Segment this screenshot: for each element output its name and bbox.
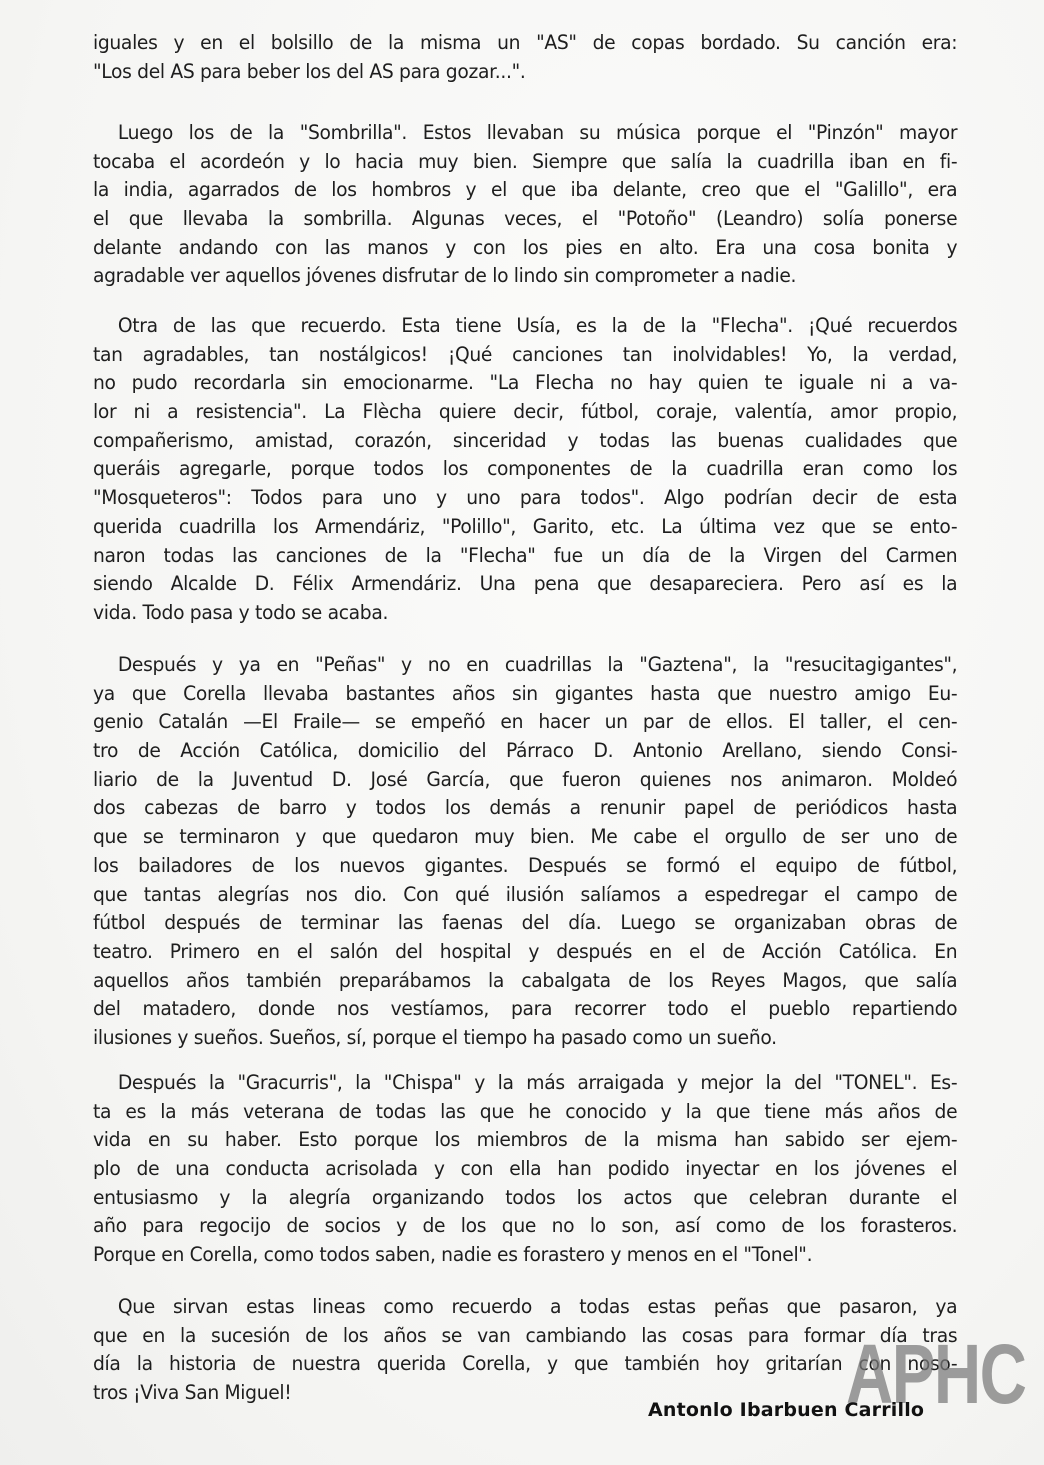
text-line: fútbol después de terminar las faenas del día. Luego se organizaban obras de bbox=[93, 911, 958, 935]
text-line: plo de una conducta acrisolada y con ella han podido inyectar en los jóvenes el bbox=[93, 1157, 958, 1181]
text-line: Después y ya en "Peñas" y no en cuadrillas la "Gaztena", la "resucitagigantes", bbox=[117, 653, 958, 676]
text-line: Otra de las que recuerdo. Esta tiene Usía, es la de la "Flecha". ¡Qué recuerdos bbox=[117, 314, 958, 337]
text-line: dos cabezas de barro y todos los demás a renunir papel de periódicos hasta bbox=[93, 796, 958, 820]
text-line: Luego los de la "Sombrilla". Estos llevaban su música porque el "Pinzón" mayor bbox=[117, 121, 958, 144]
text-line: delante andando con las manos y con los pies en alto. Era una cosa bonita y bbox=[93, 235, 958, 259]
text-line: vida. Todo pasa y todo se acaba. bbox=[93, 600, 389, 624]
paragraph-1 bbox=[93, 29, 957, 86]
text-line: año para regocijo de socios y de los que no lo son, así como de los forasteros. bbox=[93, 1214, 958, 1238]
text-line: siendo Alcalde D. Félix Armendáriz. Una pena que desapareciera. Pero así es la bbox=[93, 572, 958, 596]
text-line: el que llevaba la sombrilla. Algunas veces, el "Potoño" (Leandro) solía ponerse bbox=[93, 207, 958, 231]
paragraph-3 bbox=[93, 312, 957, 628]
paragraph-5 bbox=[93, 1069, 957, 1270]
text-line: Después la "Gracurris", la "Chispa" y la más arraigada y mejor la del "TONEL". Es- bbox=[117, 1071, 958, 1094]
text-line: tocaba el acordeón y lo hacia muy bien. Siempre que salía la cuadrilla iban en fi- bbox=[93, 149, 958, 173]
aphc-watermark: APHC bbox=[846, 1327, 1026, 1421]
author-signature: Antonlo Ibarbuen Carrillo bbox=[648, 1399, 925, 1421]
text-line: tan agradables, tan nostálgicos! ¡Qué canciones tan inolvidables! Yo, la verdad, bbox=[93, 342, 958, 366]
text-line: liario de la Juventud D. José García, que fueron quienes nos animaron. Moldeó bbox=[93, 767, 958, 791]
text-line: naron todas las canciones de la "Flecha" fue un día de la Virgen del Carmen bbox=[93, 543, 958, 567]
text-line: "Mosqueteros": Todos para uno y uno para todos". Algo podrían decir de esta bbox=[93, 486, 958, 510]
text-line: tro de Acción Católica, domicilio del Párraco D. Antonio Arellano, siendo Consi- bbox=[93, 739, 958, 763]
text-line: agradable ver aquellos jóvenes disfrutar de lo lindo sin comprometer a nadie. bbox=[93, 264, 797, 288]
text-line: los bailadores de los nuevos gigantes. Después se formó el equipo de fútbol, bbox=[93, 853, 958, 877]
text-line: "Los del AS para beber los del AS para gozar...". bbox=[93, 59, 526, 83]
text-line: Porque en Corella, como todos saben, nadie es forastero y menos en el "Tonel". bbox=[93, 1243, 813, 1267]
text-line: teatro. Primero en el salón del hospital y después en el de Acción Católica. En bbox=[93, 939, 958, 963]
text-line: lor ni a resistencia". La Flècha quiere decir, fútbol, coraje, valentía, amor propio, bbox=[93, 400, 958, 424]
text-line: que se terminaron y que quedaron muy bien. Me cabe el orgullo de ser uno de bbox=[93, 825, 958, 849]
text-line: tros ¡Viva San Miguel! bbox=[93, 1381, 292, 1405]
text-line: querida cuadrilla los Armendáriz, "Polillo", Garito, etc. La última vez que se ento- bbox=[93, 514, 958, 538]
text-line: entusiasmo y la alegría organizando todos los actos que celebran durante el bbox=[93, 1185, 958, 1209]
text-line: vida en su haber. Esto porque los miembros de la misma han sabido ser ejem- bbox=[93, 1128, 958, 1152]
text-line: no pudo recordarla sin emocionarme. "La Flecha no hay quien te iguale ni a va- bbox=[93, 371, 958, 395]
text-line: la india, agarrados de los hombros y el que iba delante, creo que el "Galillo", era bbox=[93, 178, 958, 202]
text-line: genio Catalán —El Fraile— se empeñó en hacer un par de ellos. El taller, el cen- bbox=[93, 710, 958, 734]
paragraph-4 bbox=[93, 651, 957, 1053]
text-line: Que sirvan estas lineas como recuerdo a todas estas peñas que pasaron, ya bbox=[117, 1295, 958, 1318]
text-line: del matadero, donde nos vestíamos, para recorrer todo el pueblo repartiendo bbox=[93, 997, 958, 1021]
text-line: compañerismo, amistad, corazón, sinceridad y todas las buenas cualidades que bbox=[93, 428, 958, 452]
text-line: que tantas alegrías nos dio. Con qué ilusión salíamos a espedregar el campo de bbox=[93, 882, 958, 906]
text-line: día la historia de nuestra querida Corella, y que también hoy gritarían con noso- bbox=[93, 1352, 958, 1376]
text-line: iguales y en el bolsillo de la misma un "AS" de copas bordado. Su canción era: bbox=[93, 31, 958, 54]
paragraph-2 bbox=[93, 119, 957, 291]
text-line: aquellos años también preparábamos la cabalgata de los Reyes Magos, que salía bbox=[93, 968, 958, 992]
text-line: que en la sucesión de los años se van cambiando las cosas para formar día tras bbox=[93, 1323, 958, 1347]
text-line: ta es la más veterana de todas las que he conocido y la que tiene más años de bbox=[93, 1099, 958, 1123]
text-line: ilusiones y sueños. Sueños, sí, porque el tiempo ha pasado como un sueño. bbox=[93, 1025, 777, 1049]
text-line: queráis agregarle, porque todos los componentes de la cuadrilla eran como los bbox=[93, 457, 958, 481]
text-line: ya que Corella llevaba bastantes años sin gigantes hasta que nuestro amigo Eu- bbox=[93, 681, 958, 705]
